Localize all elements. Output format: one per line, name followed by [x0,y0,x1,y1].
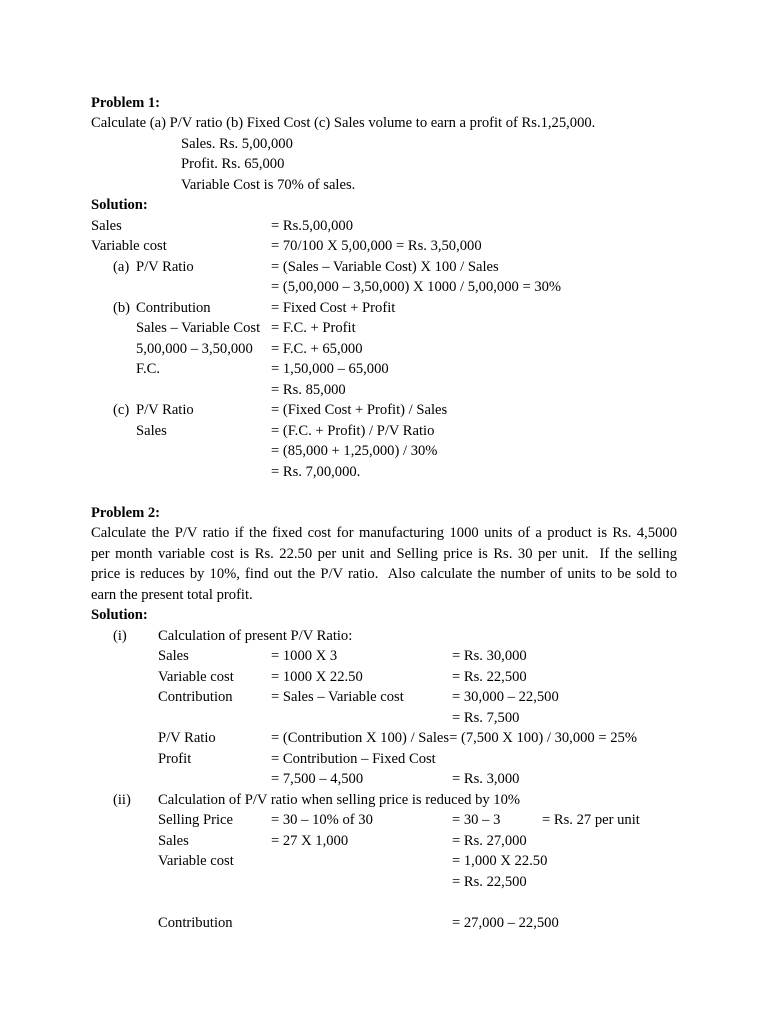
row-expr: = 27 X 1,000 [271,833,349,849]
row-num: (b) [113,300,131,316]
given-line: Variable Cost is 70% of sales. [181,177,356,193]
part-title: Calculation of P/V ratio when selling price is reduced by 10% [158,792,521,808]
row-result: = Rs. 7,500 [452,710,520,726]
row-expr: = Fixed Cost + Profit [271,300,396,316]
problem2-question-line: Calculate the P/V ratio if the fixed cost for manufacturing 1000 units of a product is Rs. 4,5000 [91,525,677,541]
given-line: Sales. Rs. 5,00,000 [181,136,293,152]
row-label: Profit [158,751,192,767]
row-result: = 30,000 – 22,500 [452,689,559,705]
row-result: = 27,000 – 22,500 [452,915,559,931]
row-label: Variable cost [91,238,167,254]
problem1-question: Calculate (a) P/V ratio (b) Fixed Cost (c) Sales volume to earn a profit of Rs.1,25,000. [91,115,596,131]
row-label: Contribution [158,689,233,705]
row-expr: = 1000 X 3 [271,648,338,664]
row-label: F.C. [136,361,160,377]
row-num: (a) [113,259,130,275]
row-result: = 30 – 3 [452,812,501,828]
problem2-question-line: per month variable cost is Rs. 22.50 per unit and Selling price is Rs. 30 per unit. If the selling [91,546,677,562]
row-expr: = 1,50,000 – 65,000 [271,361,389,377]
row-result: = 1,000 X 22.50 [452,853,548,869]
row-expr: = (5,00,000 – 3,50,000) X 1000 / 5,00,000 = 30% [271,279,562,295]
row-label: Selling Price [158,812,233,828]
row-result: = Rs. 27,000 [452,833,527,849]
problem2-solution-heading: Solution: [91,607,148,623]
row-expr: = (85,000 + 1,25,000) / 30% [271,443,438,459]
row-label: 5,00,000 – 3,50,000 [136,341,253,357]
row-label: Contribution [136,300,211,316]
row-expr: = Rs. 85,000 [271,382,346,398]
row-label: Sales [158,648,189,664]
row-extra: = Rs. 27 per unit [542,812,640,828]
row-expr: = F.C. + 65,000 [271,341,363,357]
given-line: Profit. Rs. 65,000 [181,156,285,172]
row-label: Variable cost [158,669,234,685]
part-title: Calculation of present P/V Ratio: [158,628,353,644]
row-label: Sales – Variable Cost [136,320,261,336]
row-expr: = 1000 X 22.50 [271,669,363,685]
row-expr: = Contribution – Fixed Cost [271,751,436,767]
part-num: (i) [113,628,127,644]
row-expr: = (F.C. + Profit) / P/V Ratio [271,423,435,439]
row-expr: = Rs.5,00,000 [271,218,354,234]
row-expr: = 70/100 X 5,00,000 = Rs. 3,50,000 [271,238,482,254]
row-label: Sales [91,218,122,234]
problem2-heading: Problem 2: [91,505,161,521]
row-label: Contribution [158,915,233,931]
row-expr: = (Fixed Cost + Profit) / Sales [271,402,448,418]
row-num: (c) [113,402,130,418]
row-result: = Rs. 22,500 [452,669,527,685]
row-expr: = (Sales – Variable Cost) X 100 / Sales [271,259,499,275]
row-label: Sales [136,423,167,439]
problem1-solution-heading: Solution: [91,197,148,213]
row-result: = Rs. 22,500 [452,874,527,890]
row-result: = Rs. 30,000 [452,648,527,664]
row-expr: = 30 – 10% of 30 [271,812,373,828]
row-label: P/V Ratio [136,402,194,418]
row-label: P/V Ratio [136,259,194,275]
row-expr: = F.C. + Profit [271,320,356,336]
row-label: Variable cost [158,853,234,869]
part-num: (ii) [113,792,131,808]
problem2-question-line: price is reduces by 10%, find out the P/V ratio. Also calculate the number of units to be sold to [91,566,677,582]
row-label: Sales [158,833,189,849]
problem2-question-line: earn the present total profit. [91,587,253,603]
problem1-heading: Problem 1: [91,95,161,111]
row-expr: = 7,500 – 4,500 [271,771,364,787]
row-result: = Rs. 3,000 [452,771,520,787]
row-expr: = Rs. 7,00,000. [271,464,361,480]
row-expr: = (Contribution X 100) / Sales= (7,500 X 100) / 30,000 = 25% [271,730,637,746]
row-label: P/V Ratio [158,730,216,746]
row-expr: = Sales – Variable cost [271,689,404,705]
